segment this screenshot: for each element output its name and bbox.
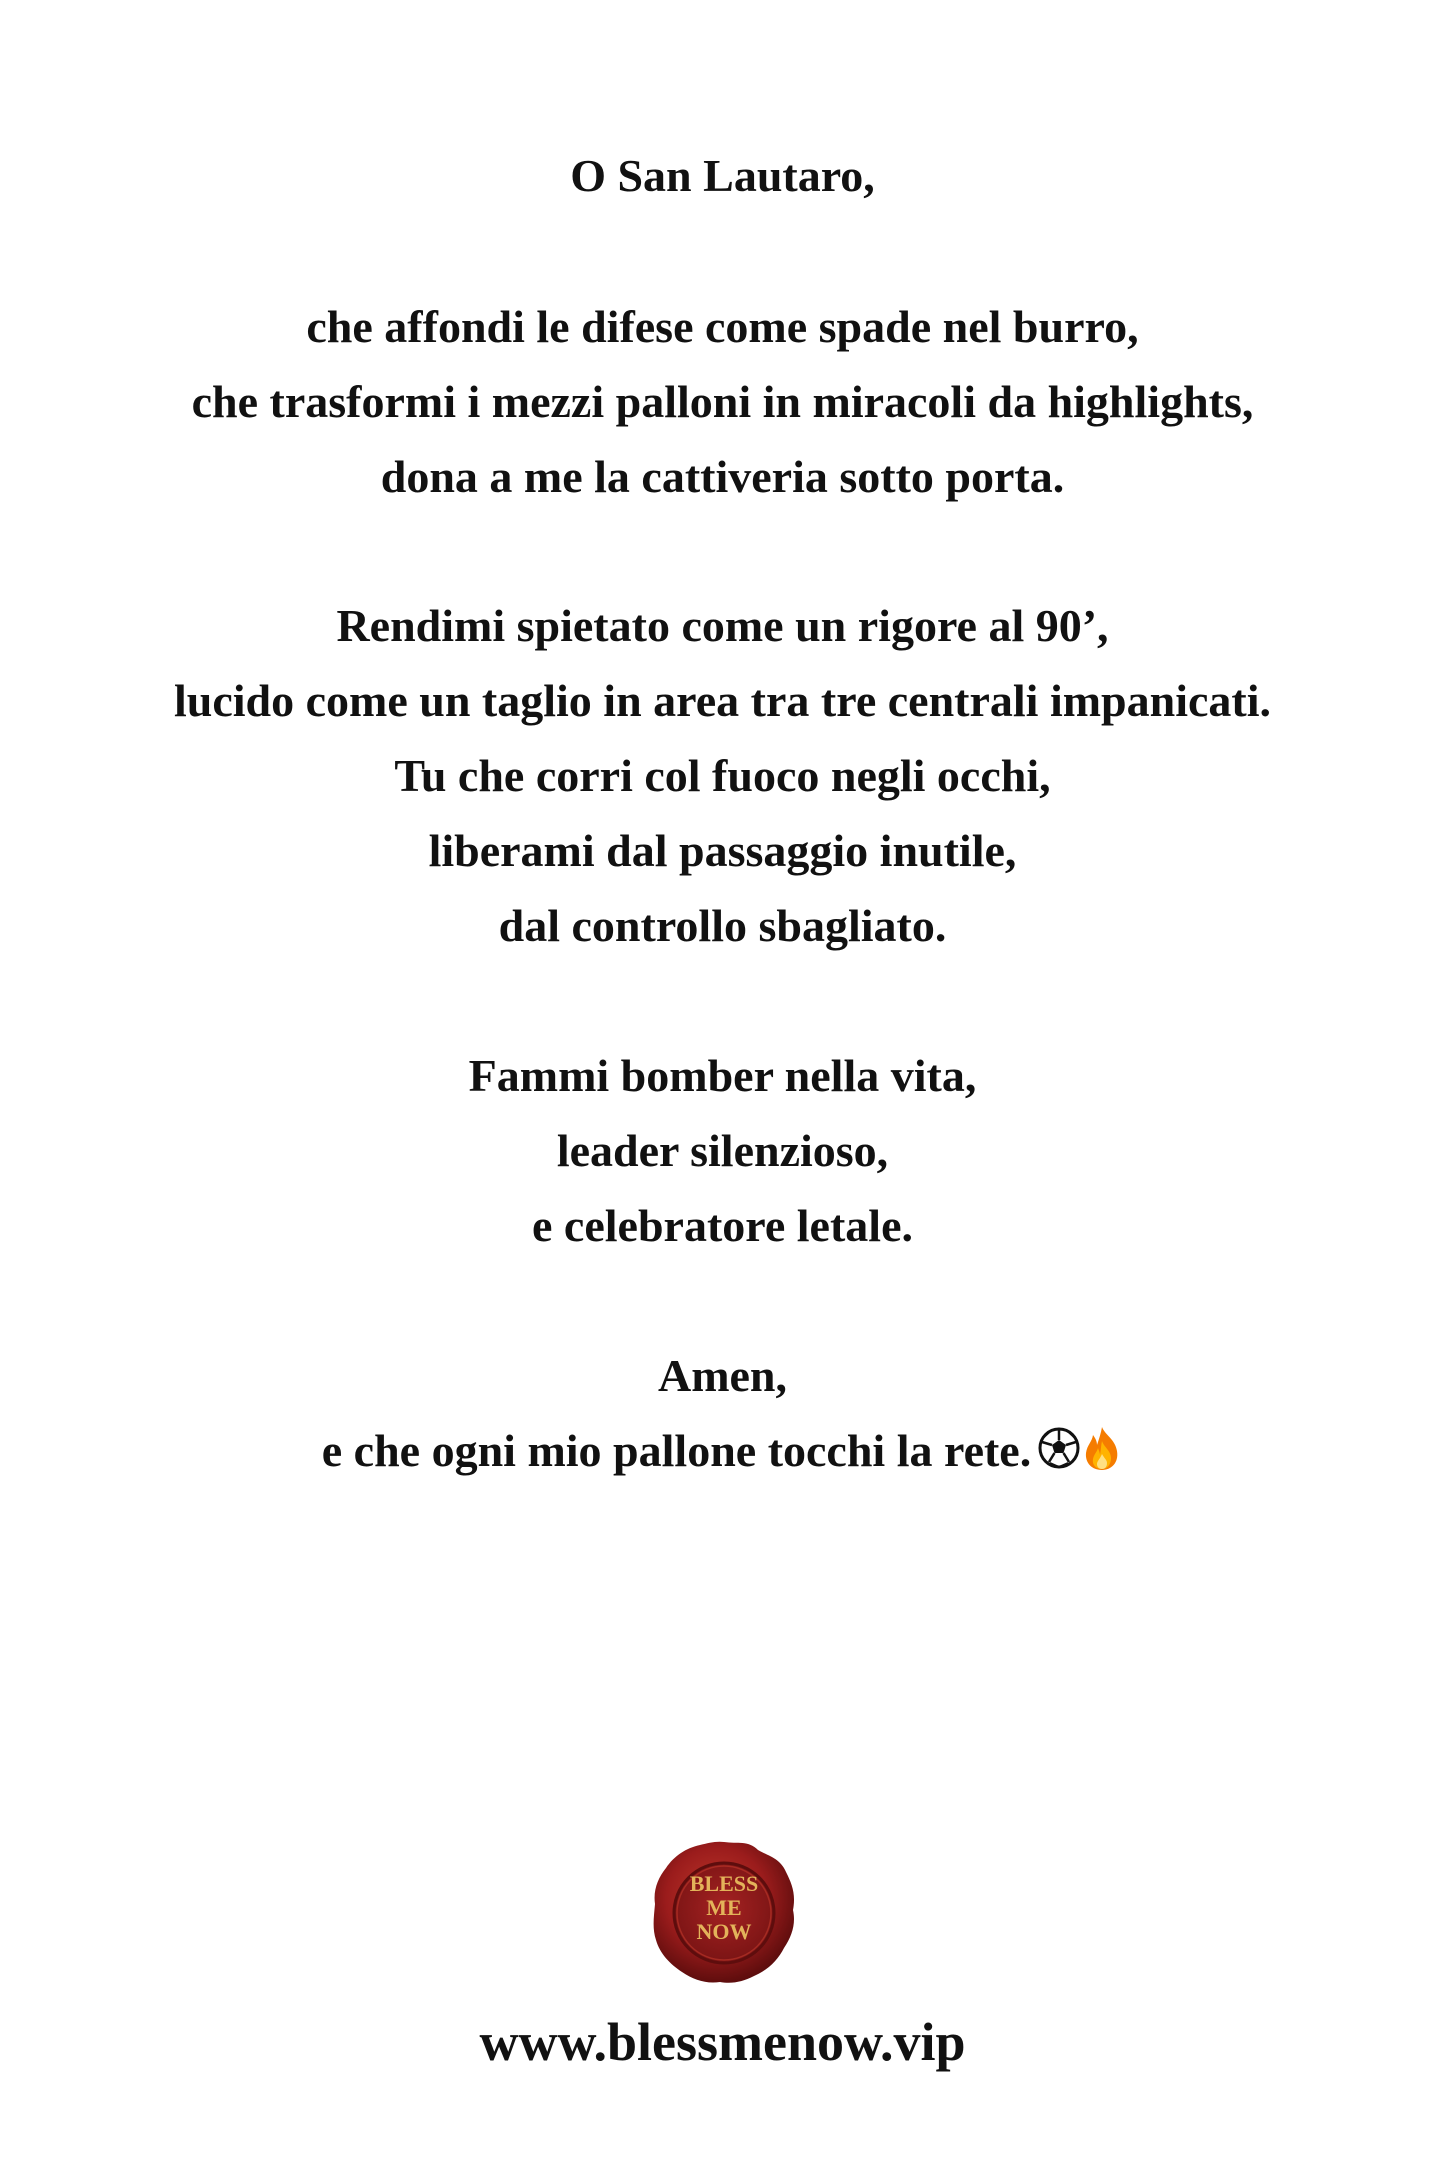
prayer-closing-text: e che ogni mio pallone tocchi la rete.: [321, 1425, 1032, 1476]
seal-word: NOW: [696, 1919, 752, 1944]
prayer-line: Tu che corri col fuoco negli occhi,: [394, 750, 1051, 801]
prayer-line: lucido come un taglio in area tra tre centrali impanicati.: [173, 675, 1272, 726]
soccer-ball-icon: [1037, 1425, 1081, 1485]
fire-icon: [1081, 1425, 1123, 1486]
prayer-line: dal controllo sbagliato.: [498, 900, 947, 951]
prayer-line: O San Lautaro,: [570, 150, 875, 201]
prayer-line: Amen,: [657, 1350, 788, 1401]
prayer-line: liberami dal passaggio inutile,: [428, 825, 1017, 876]
prayer-line: dona a me la cattiveria sotto porta.: [380, 451, 1065, 502]
website-link[interactable]: www.blessmenow.vip: [479, 2012, 966, 2072]
prayer-line: che trasformi i mezzi palloni in miracoli da highlights,: [191, 376, 1254, 427]
prayer-line: leader silenzioso,: [556, 1125, 889, 1176]
prayer-closing-line: [0, 1421, 1445, 1486]
seal-word: ME: [706, 1895, 742, 1920]
wax-seal-logo: [650, 1838, 798, 1986]
prayer-line: che affondi le difese come spade nel burro,: [306, 301, 1139, 352]
prayer-line: Rendimi spietato come un rigore al 90’,: [336, 600, 1109, 651]
prayer-line: Fammi bomber nella vita,: [468, 1050, 977, 1101]
seal-text: [650, 1872, 798, 1944]
prayer-line: e celebratore letale.: [532, 1200, 913, 1251]
seal-word: BLESS: [689, 1871, 759, 1896]
